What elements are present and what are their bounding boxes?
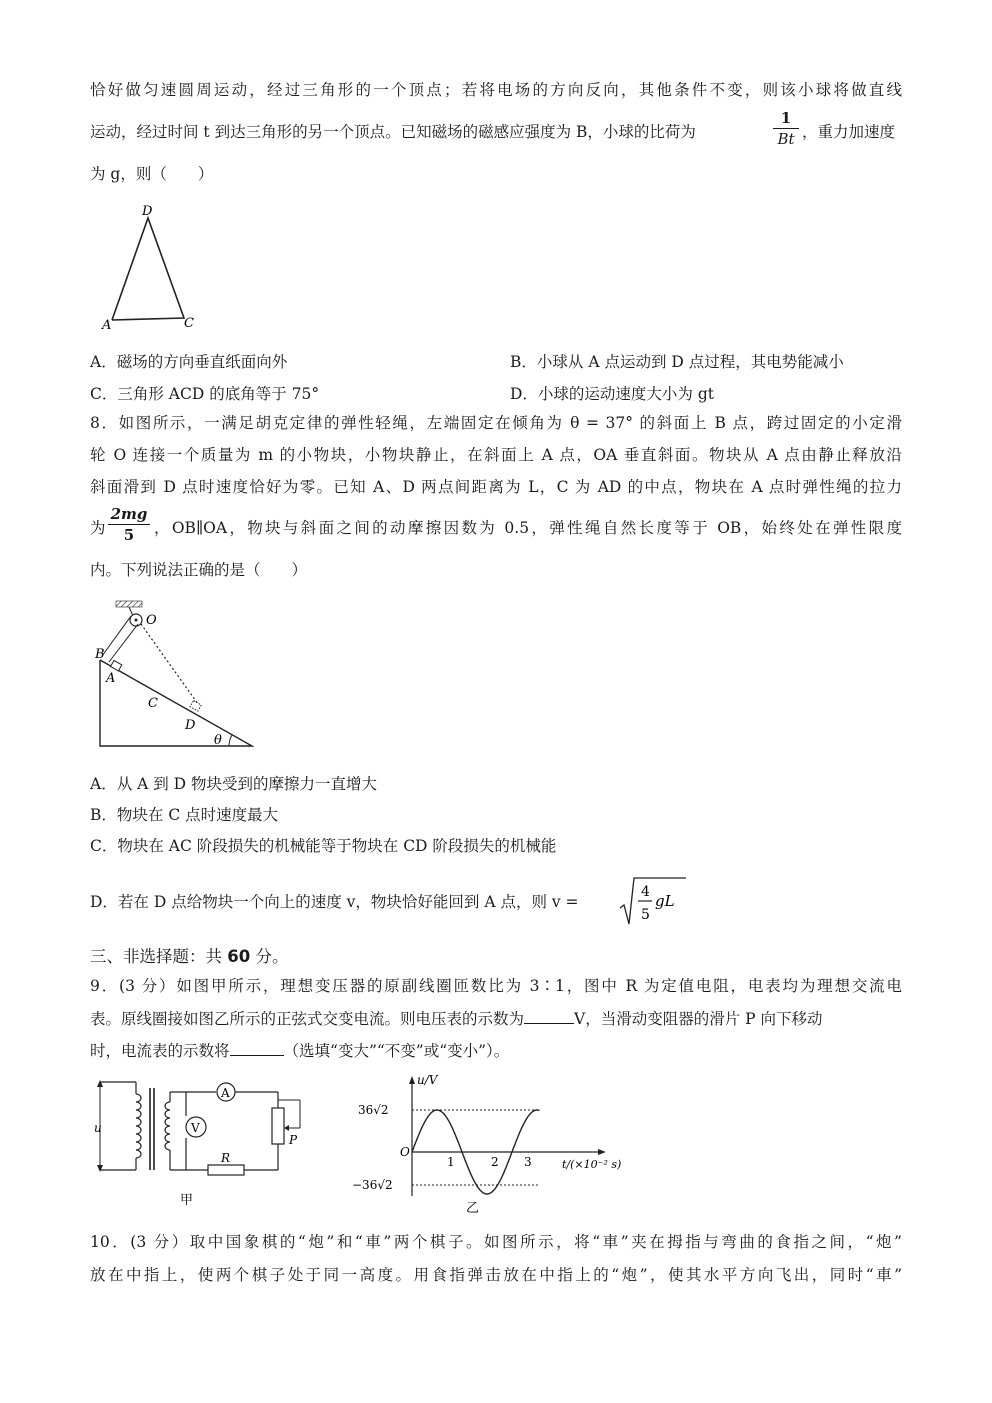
q8-text-line-2: 轮 O 连接一个质量为 m 的小物块，小物块静止，在斜面上 A 点，OA 垂直斜面。物块从 A 点由静止释放沿 [90,446,902,464]
q7-triangle-figure [98,198,208,336]
q9-text-line-2a: 表。原线圈接如图乙所示的正弦式交变电流。则电压表的示数为 [90,1010,525,1028]
sqrt-gl: gL [655,892,675,910]
fraction-denominator: Bt [777,130,795,148]
tick-label-3: 3 [524,1155,532,1169]
q9-answer-blank-current[interactable] [230,1040,284,1056]
label-o: O [146,613,157,628]
label-d: D [142,204,153,219]
q7-text-line-3: 为 g，则（ ） [90,165,214,183]
x-axis-label: t/(×10⁻² s) [562,1158,622,1171]
q7-option-b: B．小球从 A 点运动到 D 点过程，其电势能减小 [510,353,844,371]
q8-option-d-prefix: D．若在 D 点给物块一个向上的速度 v，物块恰好能回到 A 点，则 v = [90,893,579,911]
sqrt-fraction-numerator: 4 [641,884,650,900]
fraction-numerator: 2mg [110,505,148,523]
q7-text-line-2a: 运动，经过时间 t 到达三角形的另一个顶点。已知磁场的磁感应强度为 B，小球的比荷为 [90,123,696,141]
q8-incline-figure [92,596,262,752]
section-3-title-suffix: 分。 [250,947,289,966]
q7-text-line-1: 恰好做匀速圆周运动，经过三角形的一个顶点；若将电场的方向反向，其他条件不变，则该小球将做直线 [90,81,902,99]
q9-text-line-3b: （选填“变大”“不变”或“变小”）。 [283,1042,510,1060]
q7-option-d: D．小球的运动速度大小为 gt [510,385,715,403]
q7-option-a: A．磁场的方向垂直纸面向外 [90,353,288,371]
q10-text-line-2: 放在中指上，使两个棋子处于同一高度。用食指弹击放在中指上的“炮”，使其水平方向飞出，同时“車” [90,1266,902,1284]
voltmeter-label: V [191,1121,200,1135]
q9-text-line-2 [90,1008,823,1029]
fraction-numerator: 1 [780,109,792,127]
graph-caption: 乙 [466,1201,480,1216]
q7-option-c: C．三角形 ACD 的底角等于 75° [90,385,320,403]
q8-text-line-3: 斜面滑到 D 点时速度恰好为零。已知 A、D 两点间距离为 L，C 为 AD 的中点，物块在 A 点时弹性绳的拉力 [90,478,902,496]
q8-sqrt-expression [618,874,688,928]
q10-text-line-1: 10．(3 分）取中国象棋的“炮”和“車”两个棋子。如图所示，将“車”夹在拇指与弯曲的食指之间，“炮” [90,1233,902,1251]
slider-label-p: P [289,1133,298,1147]
q8-option-d [90,892,579,912]
y-axis-label: u/V [417,1073,438,1087]
q9-circuit-figure [90,1072,320,1212]
resistor-label: R [221,1151,231,1165]
q8-text-line-5: 内。下列说法正确的是（ ） [90,561,308,579]
label-b: B [95,647,105,662]
q9-text-line-3a: 时，电流表的示数将 [90,1042,230,1060]
label-c: C [184,316,194,331]
fraction-denominator: 5 [123,526,135,544]
q9-sine-graph [340,1070,630,1216]
sqrt-fraction-denominator: 5 [641,907,650,923]
q9-answer-blank-voltage[interactable] [524,1008,574,1024]
label-theta: θ [214,733,222,748]
label-d: D [185,718,196,733]
q9-text-line-2b: V，当滑动变阻器的滑片 P 向下移动 [574,1010,823,1028]
label-a: A [106,671,116,686]
q9-text-line-1: 9．(3 分）如图甲所示，理想变压器的原副线圈匝数比为 3∶1，图中 R 为定值电阻，电表均为理想交流电 [90,977,902,995]
section-3-title-prefix: 三、非选择题：共 [90,947,228,966]
label-c: C [148,696,158,711]
origin-label: O [400,1145,410,1159]
ammeter-label: A [221,1086,230,1100]
y-min-label: −36√2 [352,1178,393,1192]
q9-text-line-3 [90,1040,509,1061]
circuit-caption: 甲 [180,1193,194,1208]
label-a: A [102,318,112,333]
section-3-title [90,943,288,967]
q8-option-c: C．物块在 AC 阶段损失的机械能等于物块在 CD 阶段损失的机械能 [90,837,557,855]
q8-tension-fraction [108,505,150,544]
q8-text-line-4b: ，OB∥OA，物块与斜面之间的动摩擦因数为 0.5，弹性绳自然长度等于 OB，始终处在弹性限度 [154,519,902,537]
q8-option-a: A．从 A 到 D 物块受到的摩擦力一直增大 [90,775,378,793]
q7-text-line-2b: ，重力加速度 [802,123,896,141]
q7-charge-mass-fraction [773,109,799,148]
tick-label-1: 1 [447,1155,455,1169]
section-3-score: 60 [227,947,251,966]
y-max-label: 36√2 [358,1103,389,1117]
q8-text-line-4a: 为 [90,519,106,537]
label-u: u [94,1121,102,1135]
q8-text-line-1: 8．如图所示，一满足胡克定律的弹性轻绳，左端固定在倾角为 θ = 37° 的斜面上 B 点，跨过固定的小定滑 [90,414,902,432]
tick-label-2: 2 [491,1155,499,1169]
q8-option-b: B．物块在 C 点时速度最大 [90,806,279,824]
